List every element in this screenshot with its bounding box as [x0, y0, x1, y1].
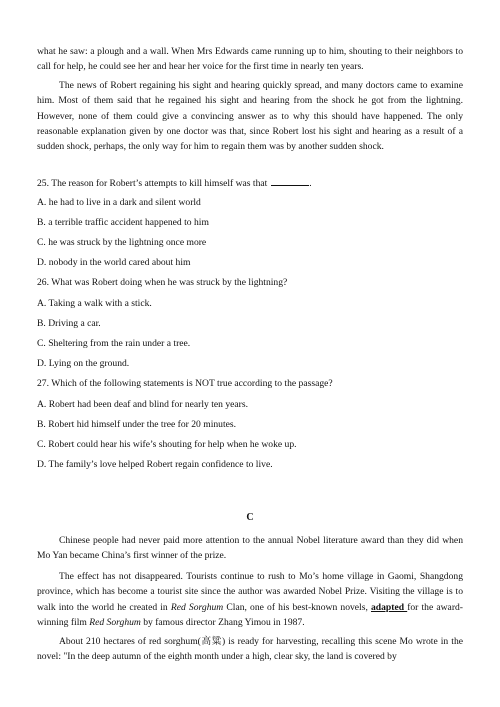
- answer-blank: [271, 176, 309, 186]
- paragraph-text: Clan, one of his best-known novels,: [223, 601, 371, 613]
- passage-b-paragraph-1: what he saw: a plough and a wall. When Mrs Edwards came running up to him, shouting to their neighbors to call for help, he could see her and hear her voice for the first time in nearly ten years.: [37, 46, 463, 73]
- film-title: Red Sorghum: [89, 616, 141, 628]
- question-26-option-a: A. Taking a walk with a stick.: [37, 298, 152, 309]
- question-26-option-d: D. Lying on the ground.: [37, 358, 130, 369]
- question-27-option-a: A. Robert had been deaf and blind for nearly ten years.: [37, 399, 248, 410]
- underlined-word: adapted: [370, 601, 408, 613]
- section-c-paragraph-1: Chinese people had never paid more attention to the annual Nobel literature award than they did when Mo Yan became China’s first winner of the prize.: [37, 535, 463, 562]
- question-27-stem: 27. Which of the following statements is NOT true according to the passage?: [37, 378, 333, 389]
- question-stem-text: 25. The reason for Robert’s attempts to kill himself was that: [37, 178, 268, 189]
- question-25-option-d: D. nobody in the world cared about him: [37, 257, 191, 268]
- question-26-stem: 26. What was Robert doing when he was struck by the lightning?: [37, 277, 288, 288]
- section-heading: C: [246, 512, 254, 523]
- novel-title: Red Sorghum: [170, 601, 224, 613]
- question-26-option-c: C. Sheltering from the rain under a tree.: [37, 338, 191, 349]
- question-27-option-c: C. Robert could hear his wife’s shouting for help when he woke up.: [37, 439, 297, 450]
- question-26-option-b: B. Driving a car.: [37, 318, 101, 329]
- question-25-option-b: B. a terrible traffic accident happened to him: [37, 217, 209, 228]
- question-27-option-b: B. Robert hid himself under the tree for 20 minutes.: [37, 419, 237, 430]
- paragraph-text: for the award-winning film: [37, 601, 464, 628]
- paragraph-text: by famous director Zhang Yimou in 1987.: [140, 616, 305, 628]
- section-c-paragraph-3: About 210 hectares of red sorghum(高粱) is ready for harvesting, recalling this scene Mo wrote in the novel: "In the deep autumn of the eighth month under a high, clear sky, the land is covered by: [37, 636, 463, 663]
- paragraph-text: The effect has not disappeared. Tourists continue to rush to Mo’s home village in Gaomi, Shangdong province, which has become a tourist site since the author was awarded Nobel Prize. Visiting the village is to walk into the world he created in: [37, 571, 463, 613]
- question-25-option-c: C. he was struck by the lightning once more: [37, 237, 207, 248]
- passage-b-paragraph-2: The news of Robert regaining his sight and hearing quickly spread, and many doctors came to examine him. Most of them said that he regained his sight and hearing from the shock he got from the lightning. However, none of them could give a convincing answer as to why this should have happened. The only reasonable explanation given by one doctor was that, since Robert lost his sight and hearing as a result of a sudden shock, perhaps, the only way for him to regain them was by another sudden shock.: [37, 80, 463, 153]
- section-c-paragraph-2: [37, 569, 463, 630]
- question-27-option-d: D. The family’s love helped Robert regain confidence to live.: [37, 459, 273, 470]
- question-25-option-a: A. he had to live in a dark and silent world: [37, 197, 201, 208]
- question-25-stem: 25. The reason for Robert’s attempts to kill himself was that .: [37, 178, 312, 189]
